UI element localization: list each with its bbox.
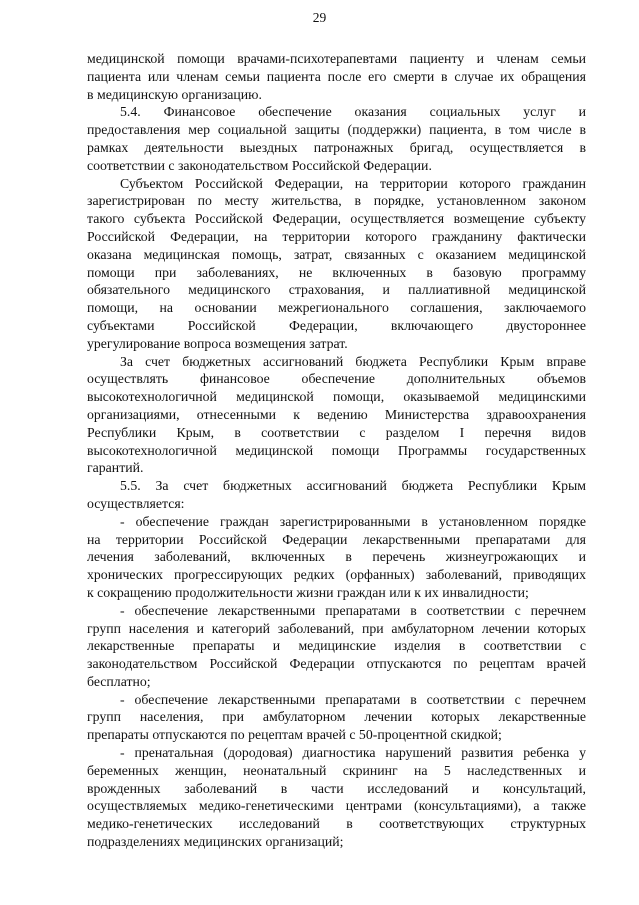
text-line: - обеспечение лекарственными препаратами в соответствии с перечнем	[120, 602, 586, 618]
body-text	[87, 50, 586, 851]
text-line: - пренатальная (дородовая) диагностика нарушений развития ребенка у	[120, 745, 586, 761]
text-line: помощи, на основании межрегионального соглашения, заключаемого	[87, 300, 586, 316]
text-line: соответствии с законодательством Российской Федерации.	[87, 157, 432, 173]
text-line: законодательством Российской Федерации отпускаются по рецептам врачей	[87, 656, 586, 672]
text-line: Российской Федерации, на территории которого гражданину фактически	[87, 228, 586, 244]
paragraph	[87, 103, 586, 174]
text-line: на территории Российской Федерации лекарственными препаратами для	[87, 531, 586, 547]
paragraph	[87, 50, 586, 103]
text-line: медико-генетических исследований в соответствующих структурных	[87, 816, 586, 832]
text-line: врожденных заболеваний в части исследований и консультаций,	[87, 780, 586, 796]
text-line: такого субъекта Российской Федерации, осуществляется возмещение субъекту	[87, 211, 586, 227]
text-line: пациента или членам семьи пациента после его смерти в случае их обращения	[87, 68, 586, 84]
text-line: групп населения, при амбулаторном лечении которых лекарственные	[87, 709, 586, 725]
text-line: групп населения и категорий заболеваний, при амбулаторном лечении которых	[87, 620, 586, 636]
text-line: организациями, отнесенными к ведению Министерства здравоохранения	[87, 406, 586, 422]
text-line: беременных женщин, неонатальный скрининг на 5 наследственных и	[87, 762, 586, 778]
text-line: рамках деятельности выездных патронажных бригад, осуществляется в	[87, 139, 586, 155]
text-line: высокотехнологичной медицинской помощи, оказываемой медицинскими	[87, 389, 586, 405]
text-line: лекарственные препараты и медицинские изделия в соответствии с	[87, 638, 586, 654]
text-line: 5.5. За счет бюджетных ассигнований бюджета Республики Крым	[120, 478, 586, 494]
text-line: бесплатно;	[87, 673, 151, 689]
text-line: высокотехнологичной медицинской помощи Программы государственных	[87, 442, 586, 458]
text-line: оказана медицинская помощь, затрат, связанных с оказанием медицинской	[87, 246, 586, 262]
paragraph	[87, 513, 586, 602]
paragraph	[87, 175, 586, 353]
text-line: препараты отпускаются по рецептам врачей с 50-процентной скидкой;	[87, 727, 502, 743]
text-line: в медицинскую организацию.	[87, 86, 262, 102]
text-line: лечения заболеваний, включенных в перечень жизнеугрожающих и	[87, 549, 586, 565]
text-line: к сокращению продолжительности жизни граждан или к их инвалидности;	[87, 584, 529, 600]
text-line: Республики Крым, в соответствии с разделом I перечня видов	[87, 424, 586, 440]
page-number: 29	[312, 10, 327, 25]
text-line: зарегистрирован по месту жительства, в порядке, установленном законом	[87, 193, 586, 209]
text-line: осуществлять финансовое обеспечение дополнительных объемов	[87, 371, 586, 387]
paragraph	[87, 602, 586, 691]
paragraph	[87, 477, 586, 513]
text-line: гарантий.	[87, 460, 144, 476]
text-line: помощи при заболеваниях, не включенных в базовую программу	[87, 264, 586, 280]
text-line: осуществляемых медико-генетическими центрами (консультациями), а также	[87, 798, 586, 814]
text-line: - обеспечение граждан зарегистрированными в установленном порядке	[120, 513, 586, 529]
text-line: Субъектом Российской Федерации, на территории которого гражданин	[120, 175, 586, 191]
text-line: осуществляется:	[87, 495, 185, 511]
paragraph	[87, 744, 586, 851]
text-line: субъектами Российской Федерации, включающего двустороннее	[87, 317, 586, 333]
text-line: медицинской помощи врачами-психотерапевтами пациенту и членам семьи	[87, 51, 586, 66]
text-line: обязательного медицинского страхования, и паллиативной медицинской	[87, 282, 586, 298]
text-line: урегулирование вопроса возмещения затрат.	[87, 335, 348, 351]
text-line: 5.4. Финансовое обеспечение оказания социальных услуг и	[120, 104, 586, 120]
text-line: - обеспечение лекарственными препаратами в соответствии с перечнем	[120, 691, 586, 707]
text-line: За счет бюджетных ассигнований бюджета Республики Крым вправе	[120, 353, 586, 369]
text-line: хронических прогрессирующих редких (орфанных) заболеваний, приводящих	[87, 567, 586, 583]
text-line: подразделениях медицинских организаций;	[87, 834, 344, 850]
text-line: предоставления мер социальной защиты (поддержки) пациента, в том числе в	[87, 122, 586, 138]
paragraph	[87, 691, 586, 744]
paragraph	[87, 353, 586, 478]
